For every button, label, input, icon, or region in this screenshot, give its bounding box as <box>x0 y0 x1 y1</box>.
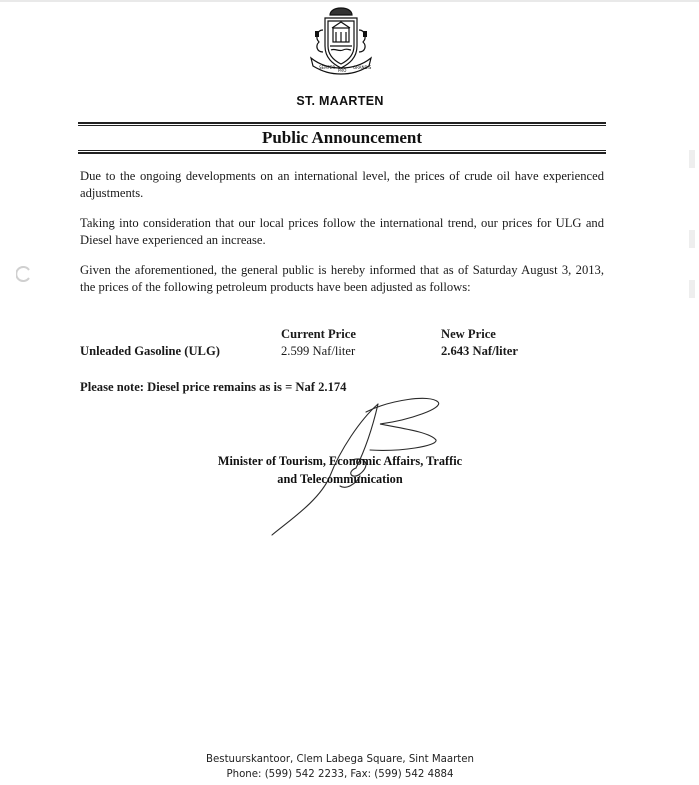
current-price-header: Current Price <box>281 327 356 341</box>
crest-motto-left: SEMPER <box>319 65 336 70</box>
page-title: Public Announcement <box>261 128 423 147</box>
current-price-value: 2.599 Naf/liter <box>281 344 356 358</box>
title-rule-bottom <box>78 152 606 154</box>
footer <box>150 752 530 782</box>
signatory-line-2: and Telecommunication <box>277 472 403 486</box>
crest-motto-right: GRANDIS <box>353 65 372 70</box>
scan-edge-mark <box>689 150 695 168</box>
footer-contact: Phone: (599) 542 2233, Fax: (599) 542 4884 <box>226 769 454 780</box>
paragraph-2: Taking into consideration that our local prices follow the international trend, our prices for ULG and Diesel have experienced an increase. <box>80 216 604 247</box>
scan-edge-mark <box>689 230 695 248</box>
title-rule-bottom-thin <box>78 150 606 151</box>
product-name: Unleaded Gasoline (ULG) <box>80 344 220 358</box>
paragraph-1: Due to the ongoing developments on an international level, the prices of crude oil have experienced adjustments. <box>80 169 604 200</box>
signatory-line-1: Minister of Tourism, Economic Affairs, Traffic <box>217 454 463 468</box>
organization-name: ST. MAARTEN <box>296 94 384 108</box>
title-rule-top-thin <box>78 125 606 126</box>
top-edge <box>0 0 699 2</box>
new-price-value: 2.643 Naf/liter <box>441 344 518 358</box>
new-price-header: New Price <box>441 327 496 341</box>
title-rule-top <box>78 122 606 124</box>
scan-edge-mark <box>689 280 695 298</box>
crest-motto-center: PRO <box>338 68 347 73</box>
loading-spinner-icon <box>16 266 32 282</box>
footer-address: Bestuurskantoor, Clem Labega Square, Sint Maarten <box>206 754 474 765</box>
coat-of-arms-logo <box>303 6 379 78</box>
paragraph-3: Given the aforementioned, the general public is hereby informed that as of Saturday August 3, 2013, the prices of the following petroleum products have been adjusted as follows: <box>80 263 604 294</box>
diesel-note: Please note: Diesel price remains as is = Naf 2.174 <box>80 380 347 394</box>
signatory-block <box>190 452 490 488</box>
